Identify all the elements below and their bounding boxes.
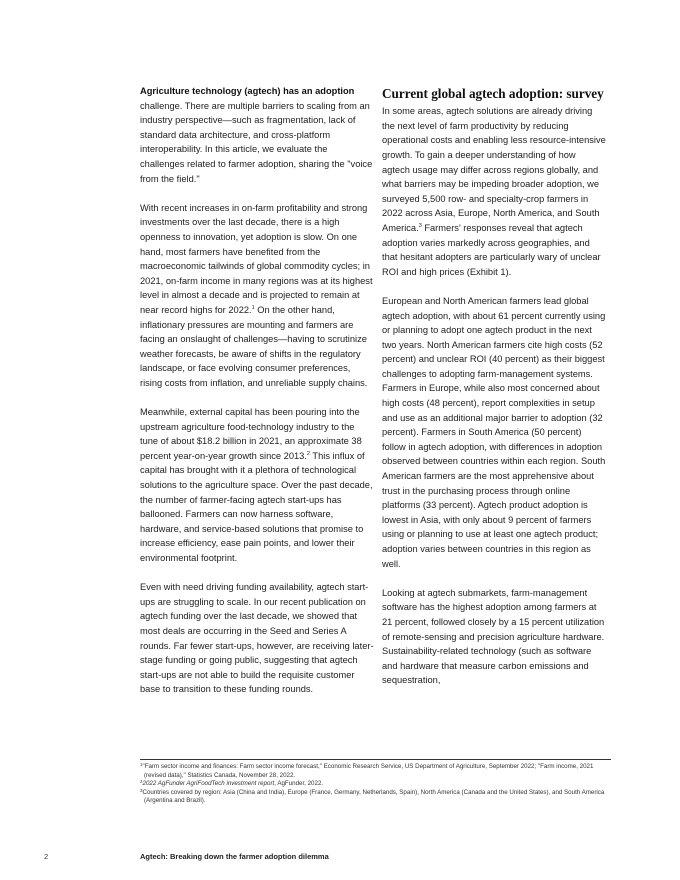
footnote-text: , AgFunder, 2022. xyxy=(274,780,324,788)
footnote-ref-3[interactable]: 3 xyxy=(418,222,422,229)
survey-paragraph-1 xyxy=(382,104,606,279)
footnote-divider xyxy=(140,759,611,760)
body-text: This influx of capital has brought with it a plethora of technological solutions to the agriculture space. Over the past decade, the number of farmer-facing agtech start-ups has ballooned. Farmers can now harness software, hardware, and service-based solutions that promise to increase efficiency, ease pain points, and lower their environmental footprint. xyxy=(140,450,373,563)
left-column xyxy=(140,84,374,712)
footnote-text: "Farm sector income and finances: Farm sector income forecast," Economic Research Service, US Department of Agriculture, September 2022; "Farm income, 2021 (revised data)," Statistics Canada, November 28, 2022. xyxy=(142,763,594,779)
footnote-ref-1[interactable]: 1 xyxy=(251,304,255,311)
body-text: Meanwhile, external capital has been pouring into the upstream agriculture food-technology industry to the tune of about $18.2 billion in 2021, an approximate 38 percent year-on-year growth since 2013. xyxy=(140,407,362,461)
survey-paragraph-3: Looking at agtech submarkets, farm-management software has the highest adoption among farmers at 21 percent, followed closely by a 15 percent utilization of remote-sensing and precision agriculture hardware. Sustainability-related technology (such as software and hardware that measure carbon emissions and sequestration, xyxy=(382,587,605,686)
page-number: 2 xyxy=(44,852,49,861)
survey-paragraph-2: European and North American farmers lead global agtech adoption, with about 61 percent currently using or planning to adopt one agtech product in the next two years. North American farmers cite high costs (52 percent) and unclear ROI (40 percent) as their biggest challenges to adopting farm-management systems. Farmers in Europe, while also most concerned about high costs (48 percent), report complexities in setup and use as an additional major barrier to adoption (32 percent). Farmers in South America (50 percent) follow in agtech adoption, with differences in adoption observed between countries within each region. South American farmers are the most apprehensive about trust in the purchasing process through online platforms (33 percent). Agtech product adoption is lowest in Asia, with only about 9 percent of farmers using or planning to use at least one agtech product; adoption varies between countries in this region as well. xyxy=(382,295,606,569)
body-text: Farmers' responses reveal that agtech adoption varies markedly across geographies, and that hesitant adopters are particularly wary of unclear ROI and high prices (Exhibit 1). xyxy=(382,222,601,277)
body-paragraph-4: Even with need driving funding availability, agtech start-ups are struggling to scale. In our recent publication on agtech funding over the last decade, we showed that most deals are occurring in the Seed and Series A rounds. Far fewer start-ups, however, are receiving later-stage funding or going public, suggesting that agtech start-ups are not able to build the requisite customer base to transition to these funding rounds. xyxy=(140,582,374,695)
footnote-number: 2 xyxy=(140,779,143,785)
footnote-2 xyxy=(140,780,610,789)
footnote-ref-2[interactable]: 2 xyxy=(306,450,310,457)
footnote-1 xyxy=(140,763,610,780)
intro-paragraph xyxy=(140,84,374,186)
section-heading: Current global agtech adoption: survey xyxy=(382,86,604,101)
footnotes xyxy=(140,763,610,806)
footnote-number: 3 xyxy=(140,787,143,793)
footnote-3 xyxy=(140,789,610,806)
body-paragraph-3 xyxy=(140,405,374,566)
right-column xyxy=(382,84,606,703)
running-title: Agtech: Breaking down the farmer adoption dilemma xyxy=(140,852,329,861)
intro-bold-lead: Agriculture technology (agtech) has an adoption xyxy=(140,86,355,96)
body-paragraph-2 xyxy=(140,201,374,391)
body-text: With recent increases in on-farm profitability and strong investments over the last decade, there is a high openness to innovation, yet adoption is slow. On one hand, most farmers have benefited from the macroeconomic tailwinds of global commodity cycles; in 2021, on-farm income in many regions was at its highest level in almost a decade and is projected to remain at near record highs for 2022. xyxy=(140,202,373,315)
footnote-text: Countries covered by region: Asia (China and India), Europe (France, Germany, Netherlands, Spain), North America (Canada and the United States), and South America (Argentina and Brazil). xyxy=(142,788,605,805)
body-text: On the other hand, inflationary pressures are mounting and farmers are facing an onslaught of challenges—having to scrutinize weather forecasts, be aware of shifts in the regulatory landscape, or face evolving consumer preferences, rising costs from inflation, and unreliable supply chains. xyxy=(140,304,368,388)
footnote-number: 1 xyxy=(140,762,143,767)
footnote-citation-title: 2022 AgFunder AgriFoodTech investment report xyxy=(142,780,275,788)
body-text: In some areas, agtech solutions are already driving the next level of farm productivity by reducing operational costs and enabling less resource-intensive growth. To gain a deeper understanding of how agtech usage may differ across regions globally, and what barriers may be impeding broader adoption, we surveyed 5,500 row- and specialty-crop farmers in 2022 across Asia, Europe, North America, and South America. xyxy=(382,106,606,233)
intro-text: challenge. There are multiple barriers to scaling from an industry perspective—such as fragmentation, lack of standard data architecture, and cross-platform interoperability. In this article, we evaluate the challenges related to farmer adoption, sharing the "voice from the field." xyxy=(140,100,373,184)
